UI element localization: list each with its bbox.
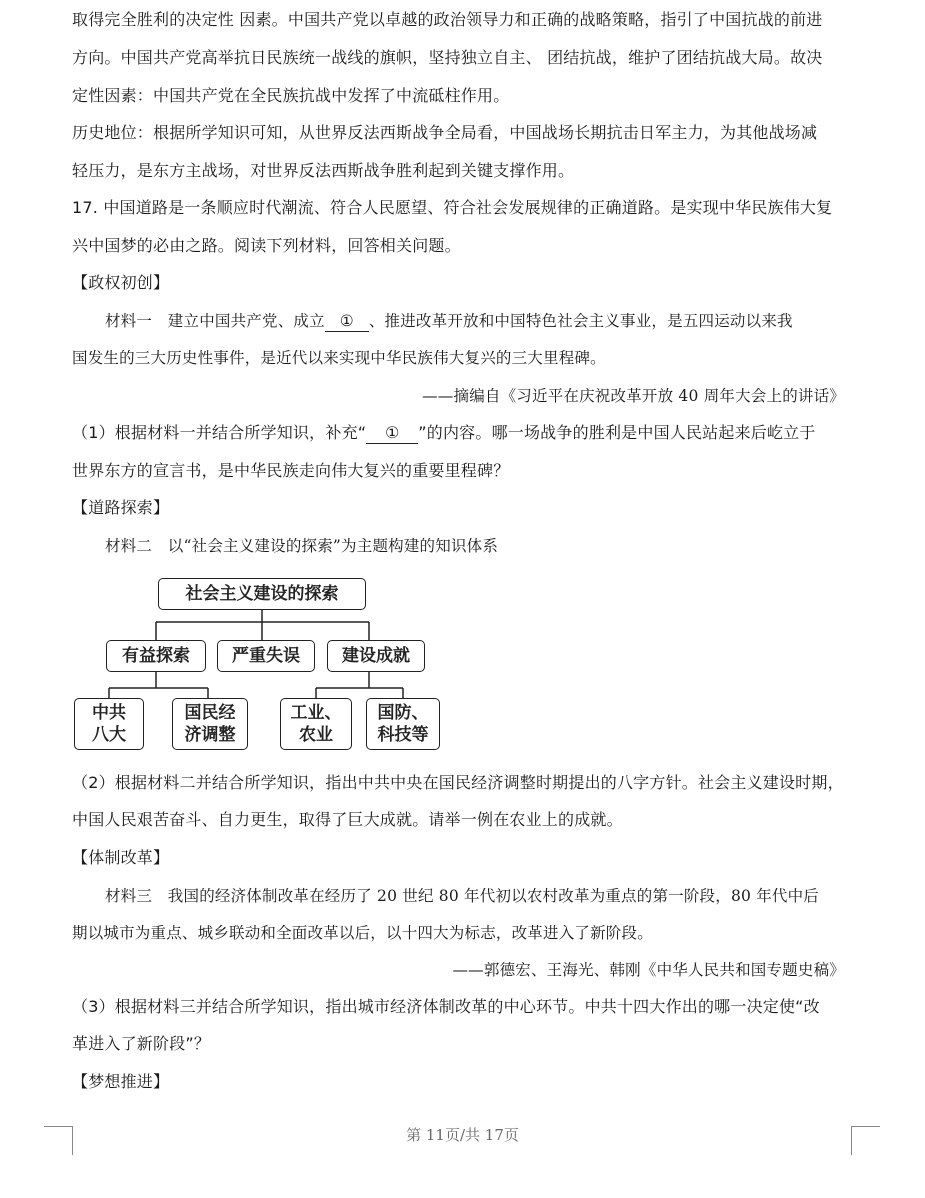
question-2: （2）根据材料二并结合所学知识，指出中共中央在国民经济调整时期提出的八字方针。社会主义建设时期， (72, 773, 844, 792)
diagram-node-eighth-congress: 中共 八大 (74, 698, 144, 750)
text-line: 历史地位：根据所学知识可知，从世界反法西斯战争全局看，中国战场长期抗击日军主力，为其他战场减 (72, 123, 818, 142)
blank-1: ① (366, 423, 418, 444)
knowledge-tree-diagram (72, 574, 452, 754)
diagram-node-industry-agriculture: 工业、 农业 (280, 698, 352, 750)
question-1-text: ”的内容。哪一场战争的胜利是中国人民站起来后屹立于 (418, 423, 816, 442)
page-number: 第 11页/共 17页 (406, 1126, 519, 1144)
diagram-node-achievements: 建设成就 (327, 640, 425, 672)
question-3: （3）根据材料三并结合所学知识，指出城市经济体制改革的中心环节。中共十四大作出的哪一决定使“改 (72, 997, 820, 1016)
diagram-root-node: 社会主义建设的探索 (158, 578, 366, 610)
section-heading: 【道路探索】 (72, 498, 170, 517)
text-line: 轻压力，是东方主战场，对世界反法西斯战争胜利起到关键支撑作用。 (72, 161, 575, 180)
question-17-stem: 17. 中国道路是一条顺应时代潮流、符合人民愿望、符合社会发展规律的正确道路。是实现中华民族伟大复 (72, 198, 833, 217)
diagram-node-beneficial-exploration: 有益探索 (106, 640, 206, 672)
section-heading: 【体制改革】 (72, 848, 170, 867)
question-1-text: （1）根据材料一并结合所学知识，补充“ (72, 423, 367, 442)
material-1 (105, 311, 793, 332)
material-2: 材料二 以“社会主义建设的探索”为主题构建的知识体系 (105, 537, 499, 555)
material-1-text: 、推进改革开放和中国特色社会主义事业，是五四运动以来我 (368, 312, 793, 330)
diagram-node-serious-mistakes: 严重失误 (217, 640, 315, 672)
question-2-line2: 中国人民艰苦奋斗、自力更生，取得了巨大成就。请举一例在农业上的成就。 (72, 810, 623, 829)
question-1-line2: 世界东方的宣言书，是中华民族走向伟大复兴的重要里程碑？ (72, 461, 510, 480)
material-3: 材料三 我国的经济体制改革在经历了 20 世纪 80 年代初以农村改革为重点的第一阶段，80 年代中后 (105, 887, 820, 905)
material-1-line2: 国发生的三大历史性事件，是近代以来实现中华民族伟大复兴的三大里程碑。 (72, 349, 606, 367)
question-3-line2: 革进入了新阶段”？ (72, 1034, 211, 1053)
section-heading: 【政权初创】 (72, 273, 170, 292)
material-3-line2: 期以城市为重点、城乡联动和全面改革以后，以十四大为标志，改革进入了新阶段。 (72, 924, 653, 942)
blank-1: ① (325, 311, 369, 332)
text-line: 取得完全胜利的决定性 因素。中国共产党以卓越的政治领导力和正确的战略策略，指引了中国抗战的前进 (72, 10, 823, 29)
diagram-node-defense-technology: 国防、 科技等 (366, 698, 440, 750)
question-1 (72, 423, 816, 444)
diagram-node-economic-adjustment: 国民经 济调整 (172, 698, 248, 750)
material-1-text: 材料一 建立中国共产党、成立 (105, 312, 325, 330)
section-heading: 【梦想推进】 (72, 1072, 170, 1091)
text-line: 方向。中国共产党高举抗日民族统一战线的旗帜，坚持独立自主、 团结抗战，维护了团结抗战大局。故决 (72, 48, 823, 67)
text-line: 定性因素：中国共产党在全民族抗战中发挥了中流砥柱作用。 (72, 86, 510, 105)
material-3-source: ——郭德宏、王海光、韩刚《中华人民共和国专题史稿》 (452, 961, 845, 979)
question-17-stem: 兴中国梦的必由之路。阅读下列材料，回答相关问题。 (72, 236, 461, 255)
material-1-source: ——摘编自《习近平在庆祝改革开放 40 周年大会上的讲话》 (422, 387, 845, 405)
